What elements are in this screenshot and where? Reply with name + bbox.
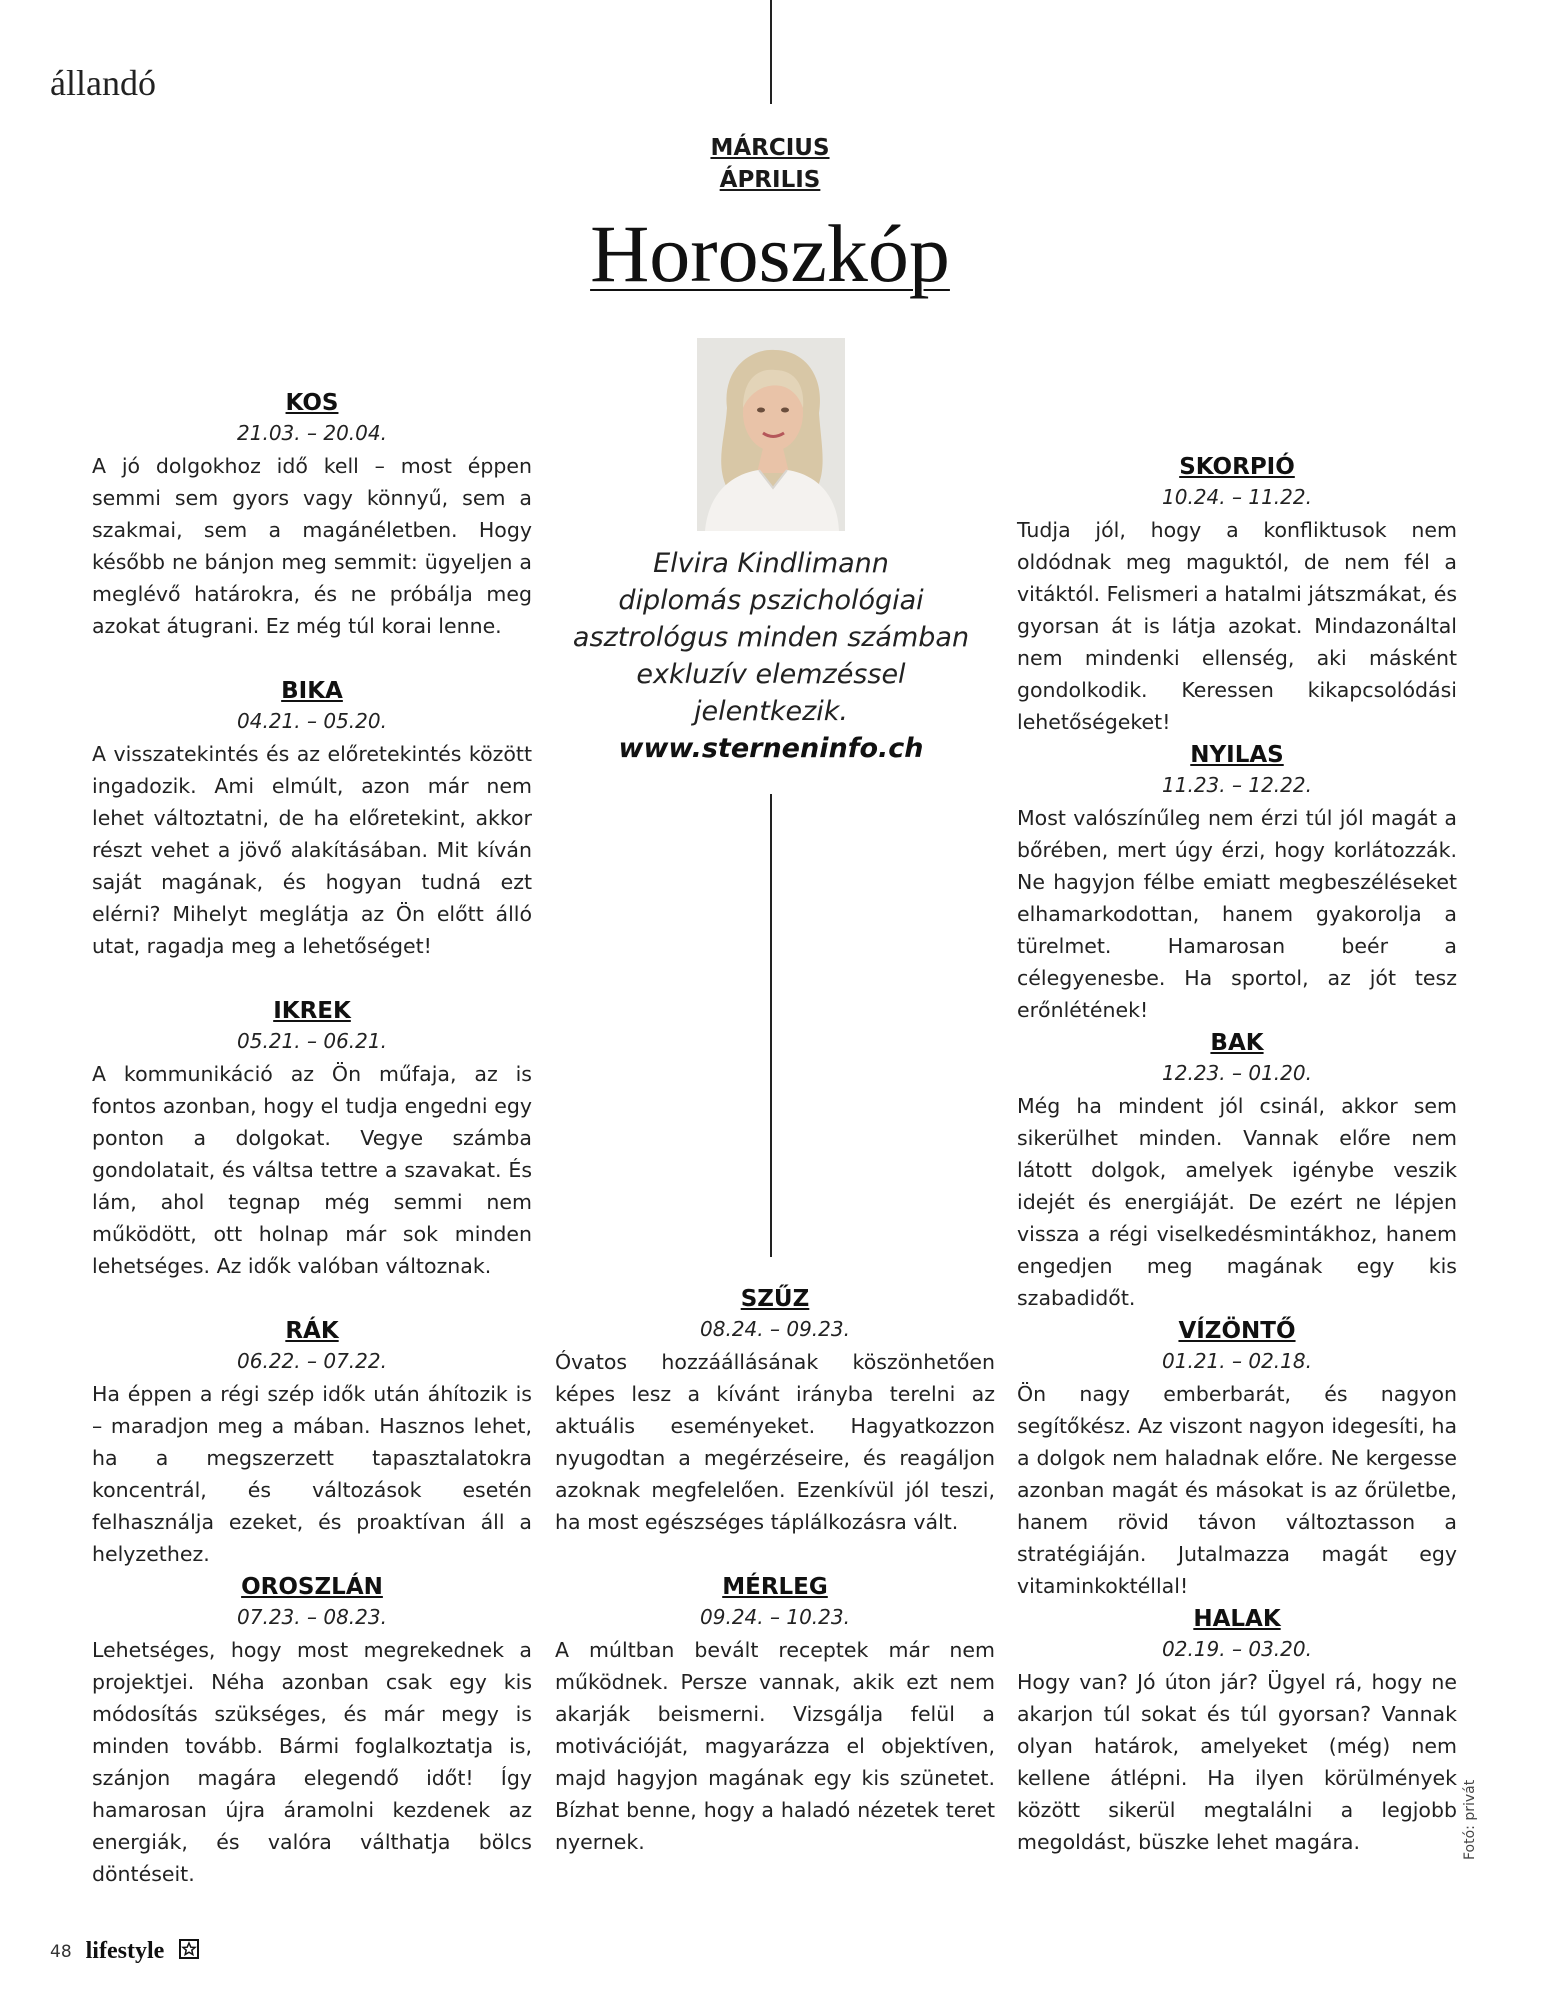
sign-text: Ön nagy emberbarát, és nagyon segítőkész. Az viszont nagyon idegesíti, ha a dolgok nem haladnak előre. Ne kergesse azonban magát és másokat is az őrületbe, hanem rövid távon változtasson a stratégiáján. Jutalmazza magát egy vitaminkoktéllal! [1017,1382,1457,1598]
author-line-3: asztrológus minden számban [572,622,970,653]
sign-text: Ha éppen a régi szép idők után áhítozik is – maradjon meg a mában. Hasznos lehet, ha a megszerzett tapasztalatokra koncentrál, és változások esetén felhasználja ezeket, és proaktívan áll a helyzethez. [92,1382,532,1566]
middle-divider-line [770,794,772,1257]
sign-name: BIKA [281,678,343,704]
photo-credit: Fotó: privát [1462,1779,1478,1860]
sign-merleg [555,1572,995,1858]
sign-dates: 01.21. – 02.18. [1162,1349,1312,1373]
star-badge-icon [178,1938,200,1965]
sign-name: NYILAS [1190,742,1284,768]
sign-bika [92,676,532,962]
sign-text: Lehetséges, hogy most megrekednek a projektjei. Néha azonban csak egy kis módosítás szükséges, és már megy is minden tovább. Bármi foglalkoztatja is, szánjon magára elegendő időt! Így hamarosan újra áramolni kezdenek az energiák, és valóra válthatja bölcs döntéseit. [92,1638,532,1886]
sign-dates: 11.23. – 12.22. [1162,773,1312,797]
months-line-1: MÁRCIUS [710,135,830,161]
sign-dates: 21.03. – 20.04. [237,421,387,445]
sign-name: IKREK [273,998,351,1024]
author-line-5: jelentkezik. [693,696,849,727]
page-footer [50,1938,200,1965]
sign-oroszlan [92,1572,532,1890]
sign-text: Most valószínűleg nem érzi túl jól magát a bőrében, mert úgy érzi, hogy korlátozzák. Ne hagyjon félbe emiatt megbeszéléseket elhamarkodottan, hanem gyakorolja a türelmet. Hamarosan beér a célegyenesbe. Ha sportol, az jót tesz erőnlétének! [1017,806,1457,1022]
sign-name: RÁK [285,1318,339,1344]
author-website-link[interactable]: www.sterneninfo.ch [618,733,924,764]
sign-kos [92,388,532,642]
sign-nyilas [1017,740,1457,1026]
sign-dates: 06.22. – 07.22. [237,1349,387,1373]
sign-text: Tudja jól, hogy a konfliktusok nem oldódnak meg maguktól, de nem fél a vitáktól. Felismeri a hatalmi játszmákat, és gyorsan át is látja azokat. Mindazonáltal nem mindenki ellenség, aki másként gondolkodik. Keressen kikapcsolódási lehetőségeket! [1017,518,1457,734]
author-line-2: diplomás pszichológiai [618,585,924,616]
author-block [540,545,1002,767]
sign-ikrek [92,996,532,1282]
sign-dates: 10.24. – 11.22. [1162,485,1312,509]
section-label: állandó [50,63,156,103]
sign-name: BAK [1210,1030,1264,1056]
sign-dates: 08.24. – 09.23. [700,1317,850,1341]
sign-vizonto [1017,1316,1457,1602]
sign-bak [1017,1028,1457,1314]
months-line-2: ÁPRILIS [719,167,821,193]
sign-dates: 07.23. – 08.23. [237,1605,387,1629]
sign-szuz [555,1284,995,1538]
sign-name: OROSZLÁN [241,1574,383,1600]
top-divider-line [770,0,772,104]
sign-name: SKORPIÓ [1179,454,1295,480]
sign-dates: 05.21. – 06.21. [237,1029,387,1053]
sign-text: A kommunikáció az Ön műfaja, az is fontos azonban, hogy el tudja engedni egy ponton a dolgokat. Vegye számba gondolatait, és váltsa tettre a szavakat. És lám, ahol tegnap még semmi nem működött, ott holnap már sok minden lehetséges. Az idők valóban változnak. [92,1062,532,1278]
sign-dates: 04.21. – 05.20. [237,709,387,733]
sign-dates: 02.19. – 03.20. [1162,1637,1312,1661]
sign-skorpio [1017,452,1457,738]
sign-text: A múltban bevált receptek már nem működnek. Persze vannak, akik ezt nem akarják beismerni. Vizsgálja felül a motivációját, magyarázza el objektíven, majd hagyjon magának egy kis szünetet. Bízhat benne, hogy a haladó nézetek teret nyernek. [555,1638,995,1854]
page-title: Horoszkóp [590,208,950,299]
sign-name: KOS [285,390,339,416]
author-photo [697,338,845,531]
sign-name: VÍZÖNTŐ [1178,1318,1296,1344]
sign-text: A jó dolgokhoz idő kell – most éppen semmi sem gyors vagy könnyű, sem a szakmai, sem a magánéletben. Hogy később ne bánjon meg semmit: ügyeljen a meglévő határokra, és ne próbálja meg azokat átugrani. Ez még túl korai lenne. [92,454,532,638]
author-line-1: Elvira Kindlimann [653,548,889,579]
sign-text: Hogy van? Jó úton jár? Ügyel rá, hogy ne akarjon túl sokat és túl gyorsan? Vannak olyan határok, amelyeket (még) nem kellene átlépni. Ha ilyen körülmények között sikerül megtalálni a legjobb megoldást, büszke lehet magára. [1017,1670,1457,1854]
sign-name: SZŰZ [740,1286,810,1312]
author-line-4: exkluzív elemzéssel [636,659,906,690]
sign-name: MÉRLEG [722,1574,828,1600]
sign-dates: 09.24. – 10.23. [700,1605,850,1629]
sign-name: HALAK [1193,1606,1281,1632]
page-number: 48 [50,1941,72,1962]
sign-text: A visszatekintés és az előretekintés között ingadozik. Ami elmúlt, azon már nem lehet változtatni, de ha előretekint, akkor részt vehet a jövő alakításában. Mit kíván saját magának, és hogyan tudná ezt elérni? Mihelyt meglátja az Ön előtt álló utat, ragadja meg a lehetőséget! [92,742,532,958]
sign-dates: 12.23. – 01.20. [1162,1061,1312,1085]
brand-logo: lifestyle [85,1938,165,1964]
sign-text: Óvatos hozzáállásának köszönhetően képes lesz a kívánt irányba terelni az aktuális eseményeket. Hagyatkozzon nyugodtan a megérzéseire, és reagáljon azoknak megfelelően. Ezenkívül jól teszi, ha most egészséges táplálkozásra vált. [555,1350,995,1534]
sign-halak [1017,1604,1457,1858]
sign-rak [92,1316,532,1570]
sign-text: Még ha mindent jól csinál, akkor sem sikerülhet minden. Vannak előre nem látott dolgok, amelyek igénybe veszik idejét és energiáját. De ezért ne lépjen vissza a régi viselkedésmintákhoz, hanem engedjen meg magának egy kis szabadidőt. [1017,1094,1457,1310]
